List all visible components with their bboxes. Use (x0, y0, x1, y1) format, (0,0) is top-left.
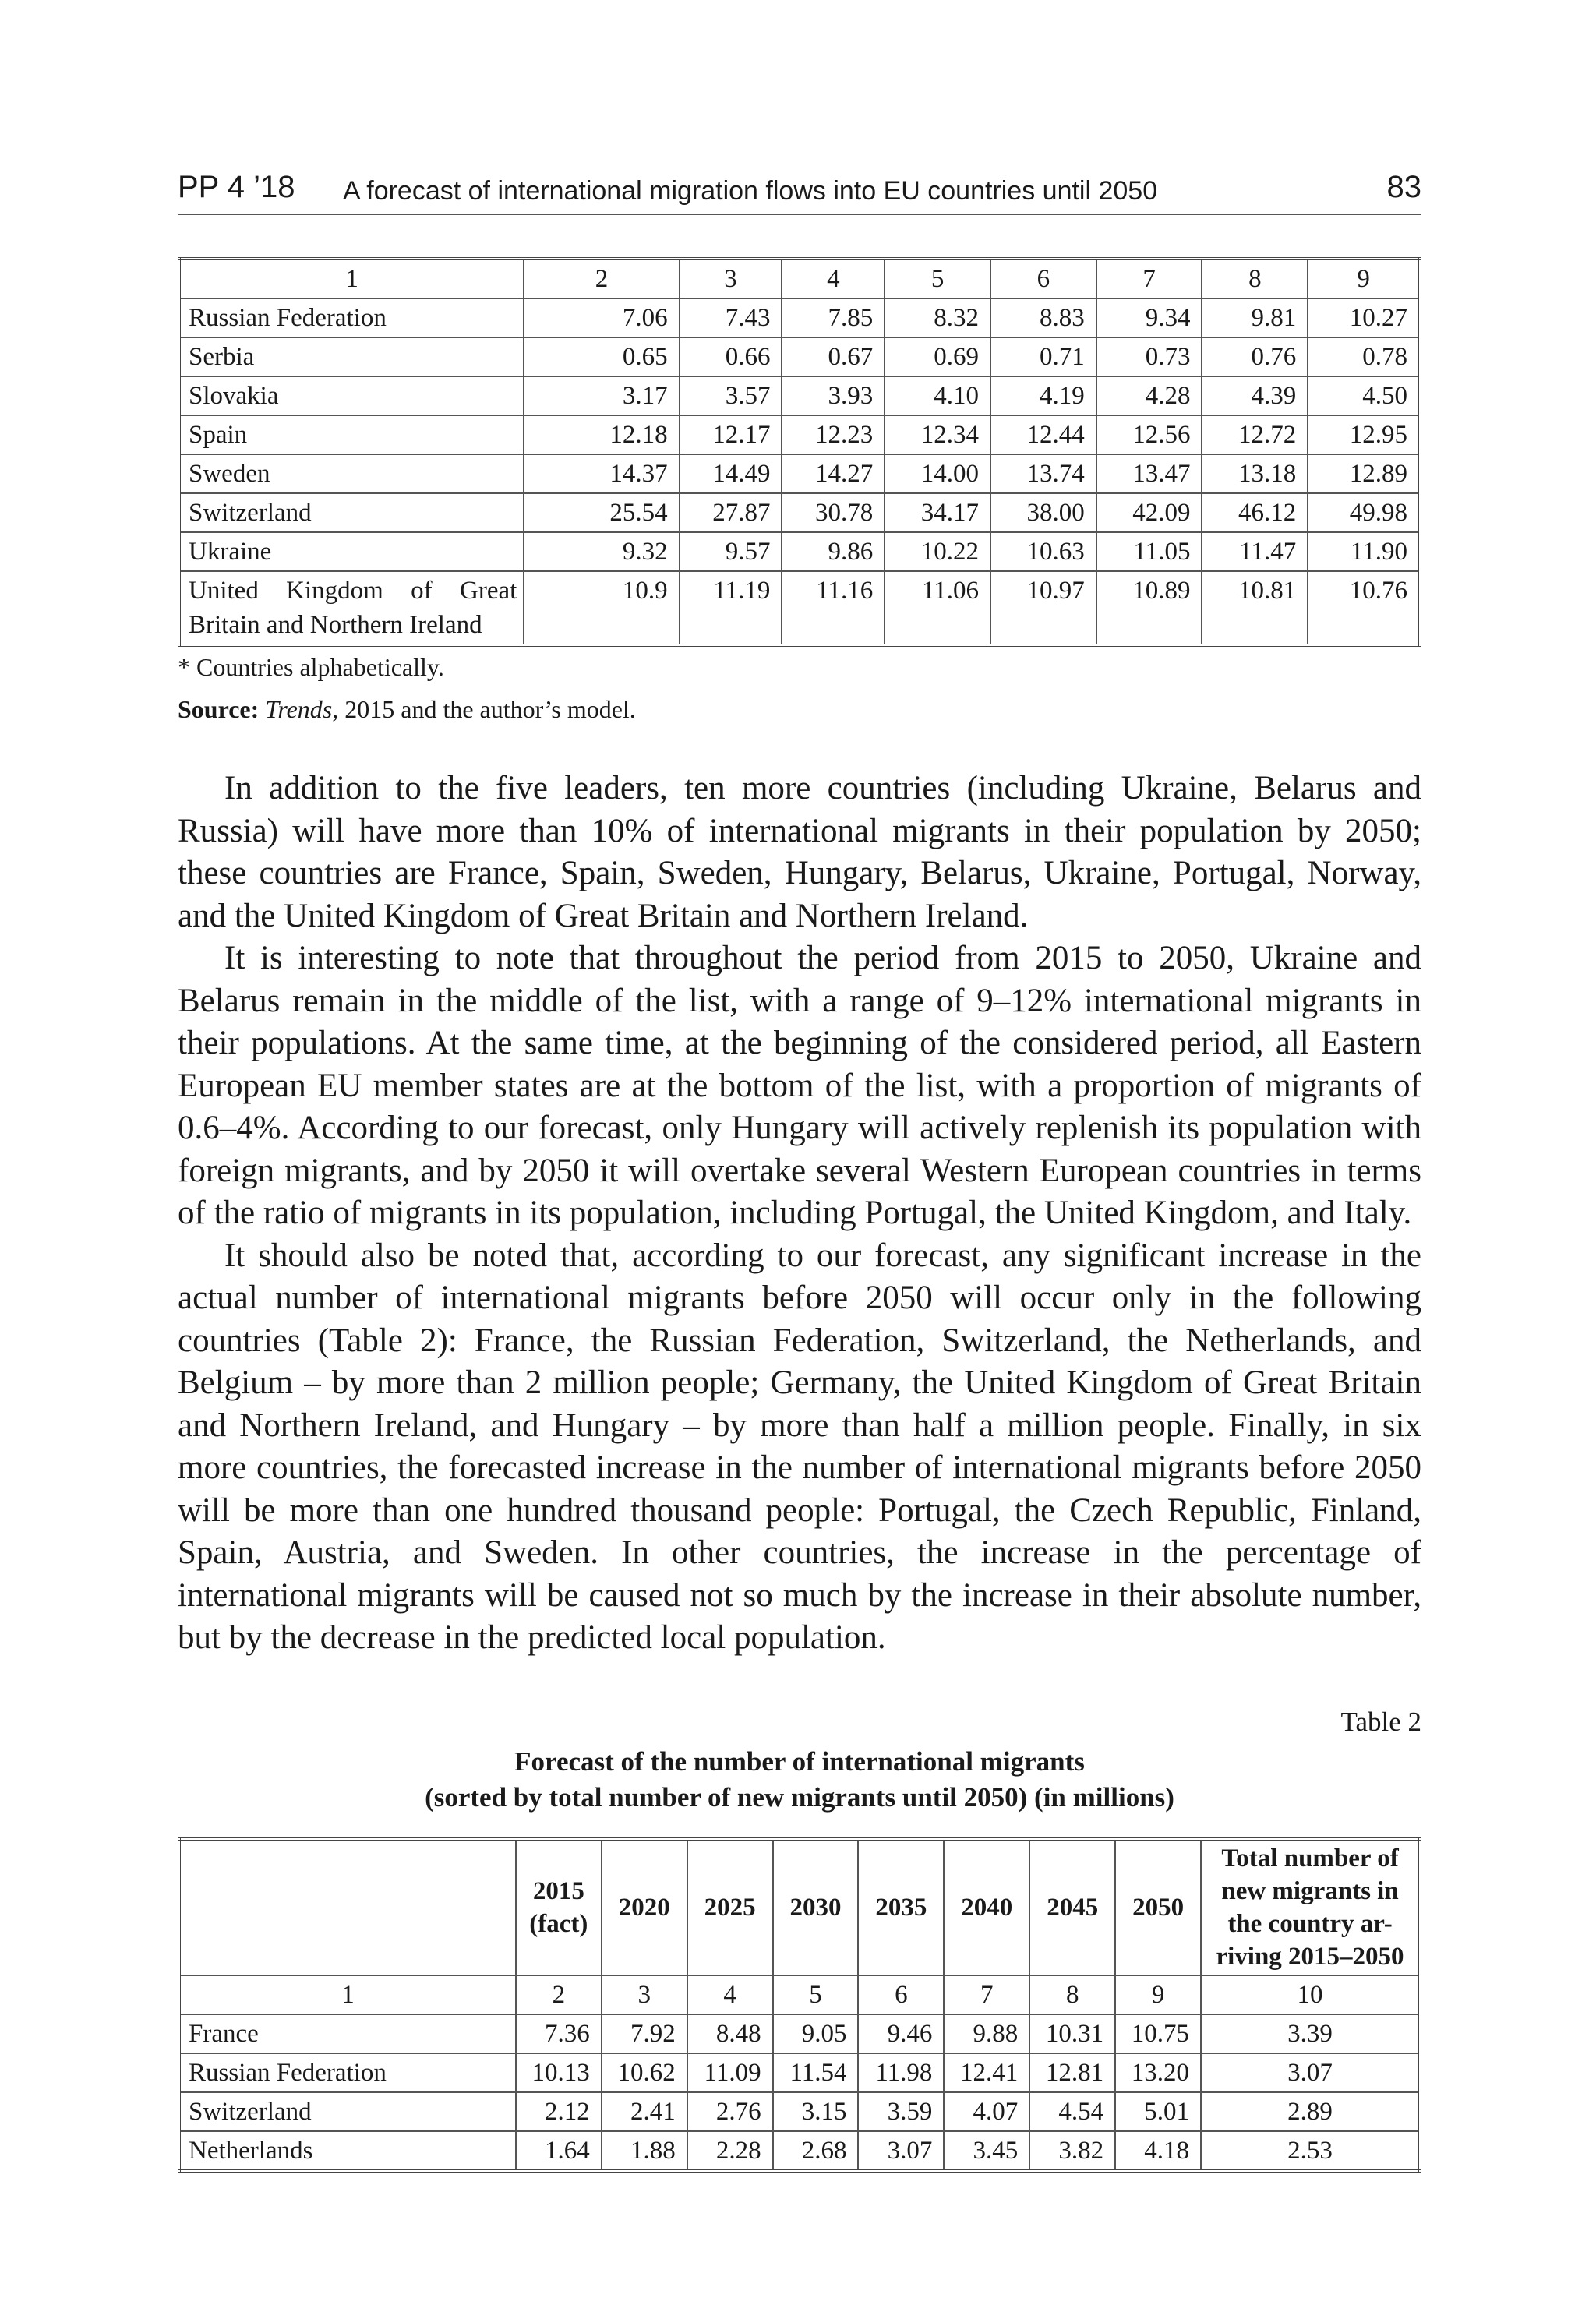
paragraph: In addition to the five leaders, ten more countries (including Ukraine, Belarus and Russia) will have more than 10% of international migrants in their population by 2050; these countries are France, Spain, Sweden, Hungary, Belarus, Ukraine, Portugal, Norway, and the United Kingdom of Great Britain and Northern Ireland. (178, 770, 1421, 934)
table-row (179, 2014, 1420, 2053)
cell-value: 0.67 (782, 337, 885, 376)
running-title: A forecast of international migration flows into EU countries until 2050 (343, 176, 1158, 206)
cell-value: 7.43 (680, 298, 782, 337)
journal-issue: PP 4 ’18 (178, 170, 295, 204)
table-row (179, 298, 1420, 337)
cell-value: 10.9 (524, 571, 679, 645)
cell-value: 7.92 (602, 2014, 687, 2053)
source-label: Source: (178, 695, 260, 723)
cell-value: 11.54 (773, 2053, 859, 2092)
header-total-new: Total number of new migrants in the country ar- riving 2015–2050 (1201, 1839, 1420, 1975)
table-2-column-number-row (179, 1975, 1420, 2014)
cell-value: 12.81 (1029, 2053, 1115, 2092)
column-number: 6 (990, 259, 1096, 298)
cell-value: 12.18 (524, 415, 679, 454)
cell-value: 4.39 (1202, 376, 1308, 415)
cell-value: 0.76 (1202, 337, 1308, 376)
cell-value: 3.15 (773, 2092, 859, 2131)
cell-value: 12.95 (1308, 415, 1420, 454)
cell-value: 49.98 (1308, 493, 1420, 532)
country-name: United Kingdom of Great Britain and Northern Ireland (179, 571, 524, 645)
cell-value: 42.09 (1096, 493, 1202, 532)
header-2050: 2050 (1115, 1839, 1201, 1975)
cell-value: 4.07 (944, 2092, 1029, 2131)
country-name: Ukraine (179, 532, 524, 571)
cell-value: 3.07 (858, 2131, 944, 2171)
table-1-column-number-row (179, 259, 1420, 298)
cell-value: 30.78 (782, 493, 885, 532)
cell-value: 10.75 (1115, 2014, 1201, 2053)
cell-value: 11.09 (687, 2053, 773, 2092)
cell-value: 3.82 (1029, 2131, 1115, 2171)
cell-value: 11.90 (1308, 532, 1420, 571)
header-2015: 2015 (fact) (516, 1839, 602, 1975)
cell-value: 1.88 (602, 2131, 687, 2171)
cell-value: 3.17 (524, 376, 679, 415)
table-2-title-line2: (sorted by total number of new migrants until 2050) (in millions) (425, 1782, 1174, 1813)
table-2 (178, 1837, 1421, 2173)
column-number: 2 (516, 1975, 602, 2014)
cell-value: 4.10 (885, 376, 990, 415)
header-2020: 2020 (602, 1839, 687, 1975)
cell-value: 9.88 (944, 2014, 1029, 2053)
cell-value: 4.19 (990, 376, 1096, 415)
cell-value: 2.41 (602, 2092, 687, 2131)
page-header (178, 170, 1421, 215)
header-2035: 2035 (858, 1839, 944, 1975)
cell-value: 9.46 (858, 2014, 944, 2053)
cell-value: 0.78 (1308, 337, 1420, 376)
cell-value: 7.36 (516, 2014, 602, 2053)
total-new-migrants: 3.07 (1201, 2053, 1420, 2092)
cell-value: 10.81 (1202, 571, 1308, 645)
column-number: 7 (1096, 259, 1202, 298)
cell-value: 11.05 (1096, 532, 1202, 571)
column-number: 3 (602, 1975, 687, 2014)
cell-value: 12.23 (782, 415, 885, 454)
cell-value: 10.97 (990, 571, 1096, 645)
cell-value: 10.89 (1096, 571, 1202, 645)
cell-value: 10.22 (885, 532, 990, 571)
country-name: Switzerland (179, 2092, 516, 2131)
column-number: 10 (1201, 1975, 1420, 2014)
cell-value: 7.06 (524, 298, 679, 337)
table-row (179, 571, 1420, 645)
page-number: 83 (1386, 170, 1421, 204)
cell-value: 14.37 (524, 454, 679, 493)
cell-value: 2.68 (773, 2131, 859, 2171)
cell-value: 1.64 (516, 2131, 602, 2171)
cell-value: 34.17 (885, 493, 990, 532)
cell-value: 27.87 (680, 493, 782, 532)
cell-value: 14.00 (885, 454, 990, 493)
cell-value: 12.44 (990, 415, 1096, 454)
column-number: 7 (944, 1975, 1029, 2014)
table-row (179, 376, 1420, 415)
cell-value: 2.28 (687, 2131, 773, 2171)
body-text (178, 768, 1421, 1660)
cell-value: 0.73 (1096, 337, 1202, 376)
cell-value: 9.32 (524, 532, 679, 571)
table-row (179, 2053, 1420, 2092)
cell-value: 12.72 (1202, 415, 1308, 454)
total-new-migrants: 3.39 (1201, 2014, 1420, 2053)
cell-value: 0.66 (680, 337, 782, 376)
country-name: Spain (179, 415, 524, 454)
table-1-continued (178, 257, 1421, 647)
table-row (179, 2131, 1420, 2171)
country-name: Russian Federation (179, 298, 524, 337)
table-note: * Countries alphabetically. (178, 653, 444, 681)
cell-value: 4.28 (1096, 376, 1202, 415)
table-row (179, 493, 1420, 532)
header-country (179, 1839, 516, 1975)
cell-value: 13.47 (1096, 454, 1202, 493)
cell-value: 9.86 (782, 532, 885, 571)
source-title: Trends (265, 695, 333, 723)
cell-value: 3.59 (858, 2092, 944, 2131)
table-2-header-row (179, 1839, 1420, 1975)
table-2-title (178, 1744, 1421, 1816)
total-new-migrants: 2.89 (1201, 2092, 1420, 2131)
column-number: 9 (1115, 1975, 1201, 2014)
column-number: 2 (524, 259, 679, 298)
column-number: 1 (179, 1975, 516, 2014)
cell-value: 3.45 (944, 2131, 1029, 2171)
cell-value: 8.83 (990, 298, 1096, 337)
cell-value: 8.32 (885, 298, 990, 337)
country-name: Slovakia (179, 376, 524, 415)
cell-value: 9.05 (773, 2014, 859, 2053)
column-number: 8 (1202, 259, 1308, 298)
cell-value: 10.27 (1308, 298, 1420, 337)
cell-value: 10.62 (602, 2053, 687, 2092)
cell-value: 7.85 (782, 298, 885, 337)
cell-value: 11.06 (885, 571, 990, 645)
country-name: Russian Federation (179, 2053, 516, 2092)
cell-value: 10.13 (516, 2053, 602, 2092)
header-2040: 2040 (944, 1839, 1029, 1975)
country-name: Switzerland (179, 493, 524, 532)
cell-value: 12.89 (1308, 454, 1420, 493)
country-name: France (179, 2014, 516, 2053)
column-number: 4 (782, 259, 885, 298)
cell-value: 8.48 (687, 2014, 773, 2053)
cell-value: 2.76 (687, 2092, 773, 2131)
cell-value: 11.98 (858, 2053, 944, 2092)
column-number: 4 (687, 1975, 773, 2014)
cell-value: 14.27 (782, 454, 885, 493)
country-name: Sweden (179, 454, 524, 493)
cell-value: 3.93 (782, 376, 885, 415)
table-row (179, 337, 1420, 376)
cell-value: 10.76 (1308, 571, 1420, 645)
cell-value: 25.54 (524, 493, 679, 532)
table-2-label: Table 2 (1340, 1707, 1421, 1737)
table-row (179, 532, 1420, 571)
cell-value: 4.54 (1029, 2092, 1115, 2131)
column-number: 8 (1029, 1975, 1115, 2014)
column-number: 3 (680, 259, 782, 298)
cell-value: 9.57 (680, 532, 782, 571)
table-row (179, 415, 1420, 454)
cell-value: 46.12 (1202, 493, 1308, 532)
cell-value: 11.16 (782, 571, 885, 645)
cell-value: 12.41 (944, 2053, 1029, 2092)
header-2045: 2045 (1029, 1839, 1115, 1975)
table-row (179, 454, 1420, 493)
table-source (178, 695, 636, 724)
header-2025: 2025 (687, 1839, 773, 1975)
country-name: Serbia (179, 337, 524, 376)
cell-value: 2.12 (516, 2092, 602, 2131)
column-number: 5 (885, 259, 990, 298)
cell-value: 0.69 (885, 337, 990, 376)
cell-value: 0.71 (990, 337, 1096, 376)
column-number: 5 (773, 1975, 859, 2014)
country-name: Netherlands (179, 2131, 516, 2171)
cell-value: 0.65 (524, 337, 679, 376)
cell-value: 10.31 (1029, 2014, 1115, 2053)
cell-value: 14.49 (680, 454, 782, 493)
total-new-migrants: 2.53 (1201, 2131, 1420, 2171)
cell-value: 3.57 (680, 376, 782, 415)
cell-value: 11.19 (680, 571, 782, 645)
source-rest: , 2015 and the author’s model. (332, 695, 636, 723)
cell-value: 12.34 (885, 415, 990, 454)
cell-value: 13.20 (1115, 2053, 1201, 2092)
column-number: 9 (1308, 259, 1420, 298)
table-row (179, 2092, 1420, 2131)
column-number: 6 (858, 1975, 944, 2014)
cell-value: 9.81 (1202, 298, 1308, 337)
cell-value: 12.17 (680, 415, 782, 454)
column-number: 1 (179, 259, 524, 298)
paragraph: It is interesting to note that throughout the period from 2015 to 2050, Ukraine and Belarus remain in the middle of the list, with a range of 9–12% international migrants in their populations. At the same time, at the beginning of the considered period, all Eastern European EU member states are at the bottom of the list, with a proportion of migrants of 0.6–4%. According to our forecast, only Hungary will actively replenish its population with foreign migrants, and by 2050 it will overtake several Western European countries in terms of the ratio of migrants in its population, including Portugal, the United Kingdom, and Italy. (178, 940, 1421, 1231)
cell-value: 11.47 (1202, 532, 1308, 571)
cell-value: 38.00 (990, 493, 1096, 532)
cell-value: 4.18 (1115, 2131, 1201, 2171)
cell-value: 4.50 (1308, 376, 1420, 415)
paragraph: It should also be noted that, according to our forecast, any significant increase in the actual number of international migrants before 2050 will occur only in the following countries (Table 2): France, the Russian Federation, Switzerland, the Netherlands, and Belgium – by more than 2 million people; Germany, the United Kingdom of Great Britain and Northern Ireland, and Hungary – by more than half a million people. Finally, in six more countries, the forecasted increase in the number of international migrants before 2050 will be more than one hundred thousand people: Portugal, the Czech Republic, Finland, Spain, Austria, and Sweden. In other countries, the increase in the percentage of international migrants will be caused not so much by the increase in their absolute number, but by the decrease in the predicted local population. (178, 1237, 1421, 1656)
cell-value: 12.56 (1096, 415, 1202, 454)
cell-value: 9.34 (1096, 298, 1202, 337)
table-2-title-line1: Forecast of the number of international migrants (514, 1746, 1085, 1777)
cell-value: 5.01 (1115, 2092, 1201, 2131)
cell-value: 13.74 (990, 454, 1096, 493)
cell-value: 10.63 (990, 532, 1096, 571)
cell-value: 13.18 (1202, 454, 1308, 493)
header-2030: 2030 (773, 1839, 859, 1975)
